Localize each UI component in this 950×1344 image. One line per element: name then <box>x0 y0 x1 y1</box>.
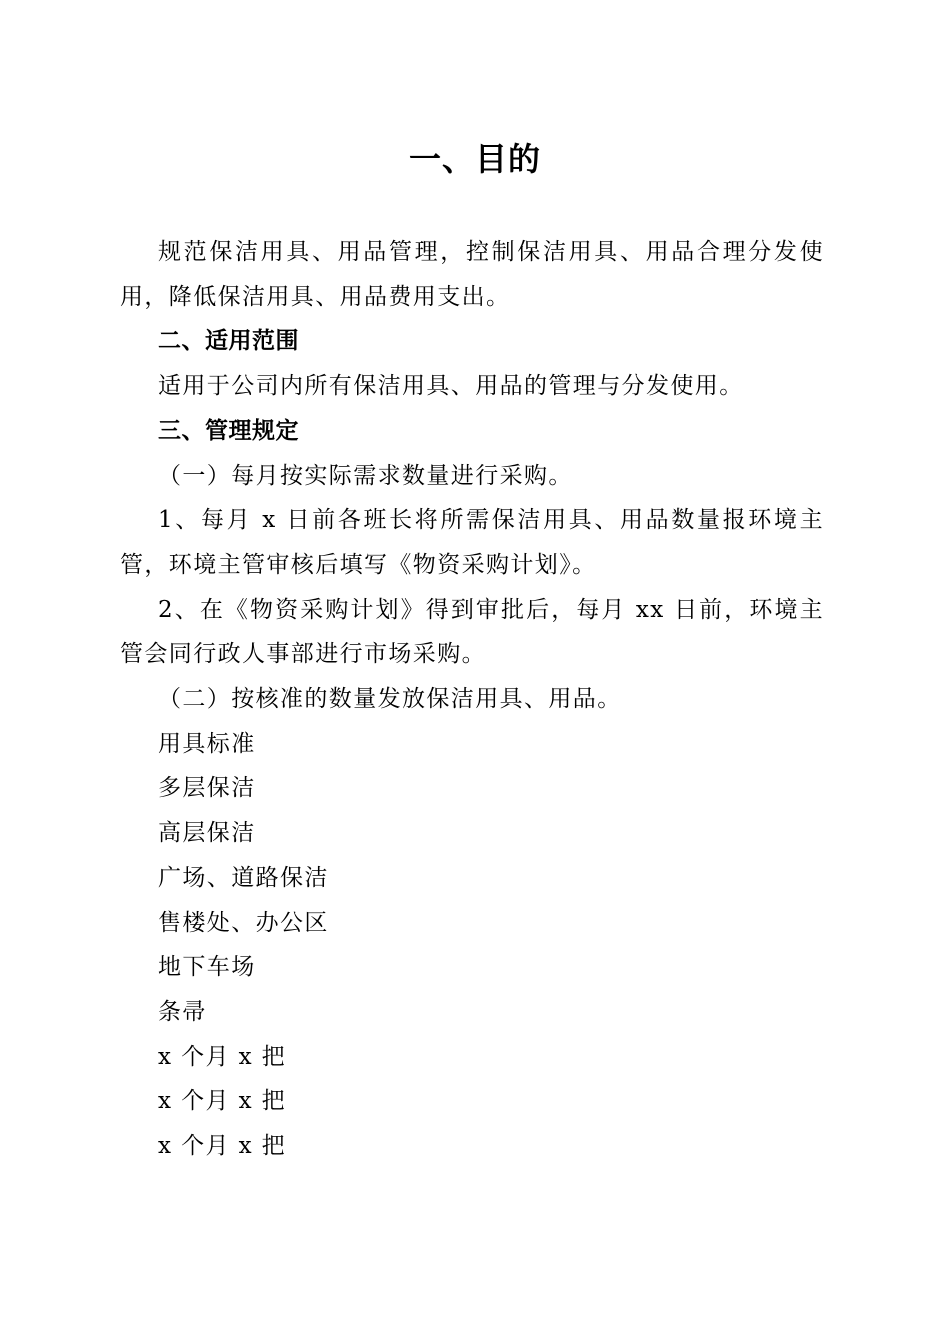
subsection-heading-procurement: （一）每月按实际需求数量进行采购。 <box>158 462 573 489</box>
scope-paragraph: 适用于公司内所有保洁用具、用品的管理与分发使用。 <box>158 373 744 400</box>
purpose-paragraph: 规范保洁用具、用品管理，控制保洁用具、用品合理分发使用，降低保洁用具、用品费用支出。 <box>120 239 824 310</box>
subsection-heading-distribution: （二）按核准的数量发放保洁用具、用品。 <box>158 686 622 713</box>
document-body <box>120 230 824 1169</box>
list-item: 地下车场 <box>158 954 256 981</box>
procurement-item-2: 2、在《物资采购计划》得到审批后，每月 xx 日前，环境主管会同行政人事部进行市场采购。 <box>120 596 824 668</box>
list-item: 高层保洁 <box>158 820 256 847</box>
list-item: 多层保洁 <box>158 775 256 802</box>
section-heading-regulations: 三、管理规定 <box>158 417 299 444</box>
section-heading-scope: 二、适用范围 <box>158 328 299 355</box>
list-item: x 个月 x 把 <box>158 1133 287 1160</box>
list-item: x 个月 x 把 <box>158 1088 287 1115</box>
list-item: x 个月 x 把 <box>158 1043 287 1070</box>
procurement-item-1: 1、每月 x 日前各班长将所需保洁用具、用品数量报环境主管，环境主管审核后填写《物资采购计划》。 <box>120 507 824 578</box>
list-item: 条帚 <box>158 998 207 1025</box>
list-item: 售楼处、办公区 <box>158 909 329 936</box>
document-title: 一、目的 <box>408 140 541 178</box>
list-item: 广场、道路保洁 <box>158 864 329 891</box>
list-item: 用具标准 <box>158 730 256 757</box>
